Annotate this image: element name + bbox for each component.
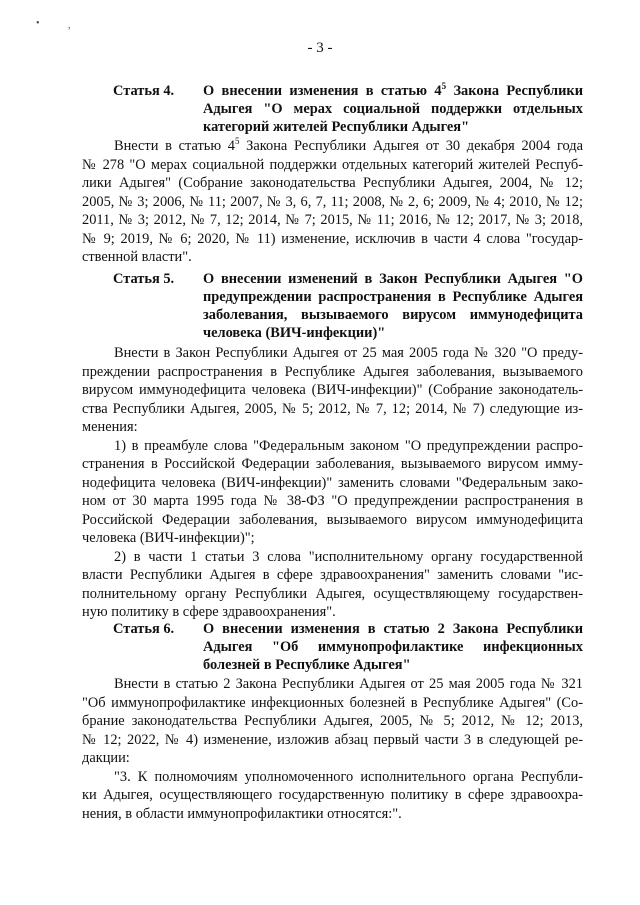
body-line: Внести в статью $4^5$ Закона Республики Адыгея от 30 декабря 2004 года [114, 136, 583, 154]
item-2-line: власти Республики Адыгея в сфере здравоохранения" заменить словами "ис- [82, 567, 583, 583]
body-line: № 12; 2022, № 4) изменение, изложив абзац первый части 3 в следующей ре- [82, 731, 583, 748]
article-6-title: О внесении изменения в статью 2 Закона Республики Адыгея "Об иммунопрофилактике инфекционных болезней в Республике Адыгея" [203, 621, 583, 673]
article-4-body [82, 137, 583, 267]
quote-line: нения, в области иммунопрофилактики относятся:". [82, 805, 402, 822]
body-line: менения: [82, 419, 138, 435]
article-4-heading [113, 82, 583, 136]
item-2-line: полнительному органу Республики Адыгея, осуществляющему государствен- [82, 585, 583, 602]
body-line: преждении распространения в Республике Адыгея заболевания, вызываемого [82, 363, 583, 380]
body-line: Внести в статью 2 Закона Республики Адыгея от 25 мая 2005 года № 321 [114, 676, 583, 692]
article-4-label: Статья 4. [113, 83, 175, 99]
body-line: дакции: [82, 750, 130, 766]
article-5-body [82, 344, 583, 622]
article-6-heading [113, 620, 583, 674]
item-2-line: 2) в части 1 статьи 3 слова "исполнительному органу государственной [114, 548, 583, 565]
body-line: брание законодательства Республики Адыгея, 2005, № 5; 2012, № 12; 2013, [82, 713, 583, 729]
body-line: № 278 "О мерах социальной поддержки отдельных категорий жителей Респуб- [82, 156, 583, 173]
body-line: Внести в Закон Республики Адыгея от 25 мая 2005 года № 320 "О преду- [114, 345, 583, 361]
body-line: ственной власти". [82, 249, 192, 265]
article-5-heading [113, 270, 583, 342]
article-4-title: О внесении изменения в статью $4^5$ Закона Республики Адыгея "О мерах социальной поддержки отдельных категорий жителей Республики Адыгея" [203, 81, 583, 135]
scan-speck: • [36, 18, 40, 29]
body-line: ства Республики Адыгея, 2005, № 5; 2012, № 7, 12; 2014, № 7) следующие из- [82, 400, 583, 417]
item-1-line: человека (ВИЧ-инфекции)"; [82, 530, 255, 546]
item-1-line: странения в Российской Федерации заболевания, вызываемого вирусом имму- [82, 456, 583, 472]
item-1-line: Российской Федерации заболевания, вызываемого вирусом иммунодефицита [82, 511, 583, 528]
body-line: 2011, № 3; 2012, № 7, 12; 2014, № 7; 2015, № 11; 2016, № 12; 2017, № 3; 2018, [82, 212, 583, 228]
item-2-line: ную политику в сфере здравоохранения". [82, 604, 336, 620]
article-5-title: О внесении изменений в Закон Республики Адыгея "О предупреждении распространения в Республике Адыгея заболевания, вызываемого вирусом иммунодефицита человека (ВИЧ-инфекции)" [203, 271, 583, 341]
scan-speck: , [68, 20, 71, 31]
body-line: № 9; 2019, № 6; 2020, № 11) изменение, исключив в части 4 слова "государ- [82, 230, 583, 247]
item-1-line: ном от 30 марта 1995 года № 38-ФЗ "О предупреждении распространения в [82, 493, 583, 509]
body-line: вирусом иммунодефицита человека (ВИЧ-инфекции)" (Собрание законодатель- [82, 382, 583, 398]
article-6-body [82, 675, 583, 823]
item-1-line: нодефицита человека (ВИЧ-инфекции)" заменить словами "Федеральным зако- [82, 474, 583, 491]
body-line: лики Адыгея" (Собрание законодательства Республики Адыгея, 2004, № 12; [82, 175, 583, 191]
body-line: 2005, № 3; 2006, № 11; 2007, № 3, 6, 7, 11; 2008, № 2, 6; 2009, № 4; 2010, № 12; [82, 193, 583, 210]
item-1-line: 1) в преамбуле слова "Федеральным законом "О предупреждении распро- [114, 437, 583, 454]
quote-line: "3. К полномочиям уполномоченного исполнительного органа Республи- [114, 768, 583, 785]
article-5-label: Статья 5. [113, 271, 175, 287]
quote-line: ки Адыгея, осуществляющего государственную политику в сфере здравоохра- [82, 787, 583, 803]
page-number: - 3 - [307, 40, 333, 56]
article-6-label: Статья 6. [113, 621, 175, 637]
body-line: "Об иммунопрофилактике инфекционных болезней в Республике Адыгея" (Со- [82, 694, 583, 711]
